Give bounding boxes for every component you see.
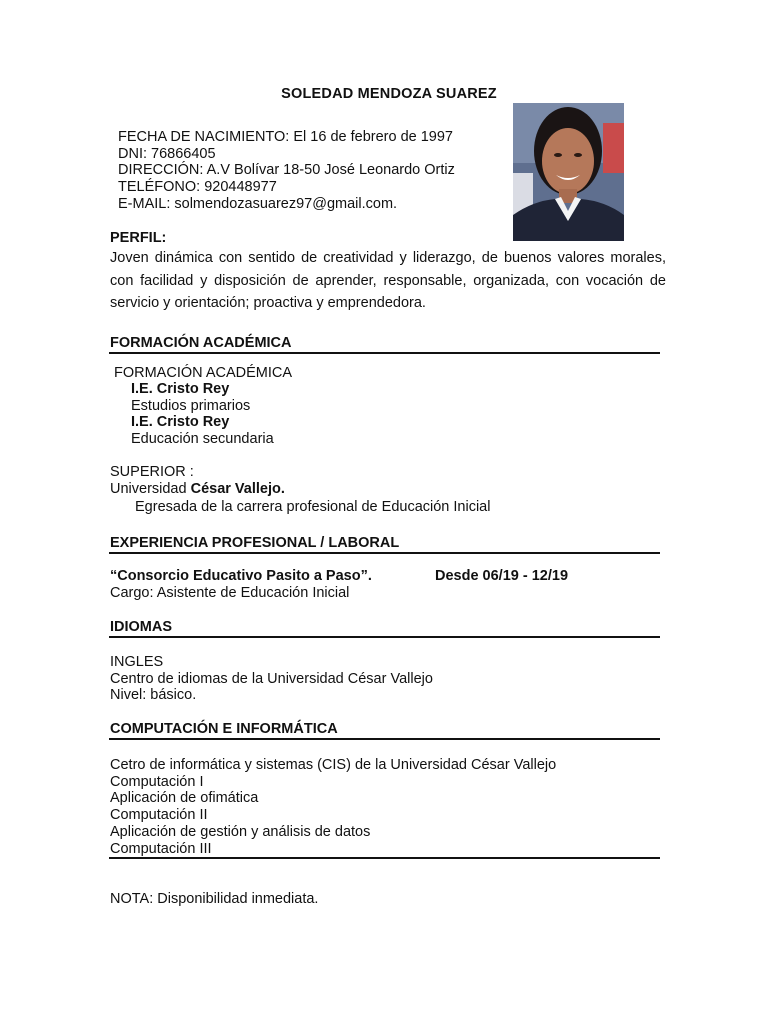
experience-divider: [109, 552, 660, 554]
degree: Egresada de la carrera profesional de Educación Inicial: [135, 499, 491, 515]
computing-item: Computación III: [110, 840, 212, 857]
computing-heading: COMPUTACIÓN E INFORMÁTICA: [110, 721, 338, 737]
languages-heading: IDIOMAS: [110, 619, 173, 635]
computing-item: Aplicación de gestión y análisis de datos: [110, 823, 371, 840]
language-institution: Centro de idiomas de la Universidad César Vallejo: [110, 670, 433, 687]
level-secondary: Educación secundaria: [131, 431, 274, 448]
profile-heading: PERFIL:: [110, 230, 167, 246]
experience-company: “Consorcio Educativo Pasito a Paso”.: [110, 568, 372, 584]
experience-heading: EXPERIENCIA PROFESIONAL / LABORAL: [110, 535, 400, 551]
cv-name-title: SOLEDAD MENDOZA SUAREZ: [281, 86, 497, 102]
computing-divider: [109, 738, 660, 740]
education-heading: FORMACIÓN ACADÉMICA: [110, 335, 292, 351]
computing-item: Computación II: [110, 807, 208, 824]
education-subheading: FORMACIÓN ACADÉMICA: [114, 365, 293, 381]
level-primary: Estudios primarios: [131, 397, 251, 414]
education-divider: [109, 352, 660, 354]
birth-date: FECHA DE NACIMIENTO: El 16 de febrero de 1997: [118, 129, 453, 145]
address: DIRECCIÓN: A.V Bolívar 18-50 José Leonardo Ortiz: [118, 162, 455, 179]
education-school-list: [131, 381, 274, 448]
experience-dates: Desde 06/19 - 12/19: [435, 568, 569, 584]
university: [110, 481, 285, 498]
dni: DNI: 76866405: [118, 145, 216, 162]
languages-list: [110, 654, 433, 704]
computing-list: [110, 757, 556, 857]
university-name: César Vallejo.: [190, 481, 285, 497]
computing-bottom-divider: [109, 857, 660, 859]
computing-item: Computación I: [110, 773, 204, 790]
school-primary: I.E. Cristo Rey: [131, 381, 230, 397]
superior-label: SUPERIOR :: [110, 464, 194, 480]
experience-role: Cargo: Asistente de Educación Inicial: [110, 585, 350, 601]
language-name: INGLES: [110, 654, 164, 670]
languages-divider: [109, 636, 660, 638]
computing-item: Aplicación de ofimática: [110, 790, 259, 807]
profile-text: Joven dinámica con sentido de creatividad y liderazgo, de buenos valores morales, con facilidad y disposición de aprender, responsable, organizada, con vocación de servicio y orientación; proactiva y emprendedora.: [110, 250, 666, 311]
university-prefix: Universidad: [110, 481, 191, 497]
availability-note: NOTA: Disponibilidad inmediata.: [110, 891, 319, 907]
phone: TELÉFONO: 920448977: [118, 179, 277, 196]
personal-info: [118, 129, 455, 213]
email: E-MAIL: solmendozasuarez97@gmail.com.: [118, 195, 398, 212]
school-secondary: I.E. Cristo Rey: [131, 414, 230, 431]
computing-item: Cetro de informática y sistemas (CIS) de la Universidad César Vallejo: [110, 757, 557, 773]
profile-photo: [513, 103, 624, 241]
language-level: Nivel: básico.: [110, 687, 197, 704]
